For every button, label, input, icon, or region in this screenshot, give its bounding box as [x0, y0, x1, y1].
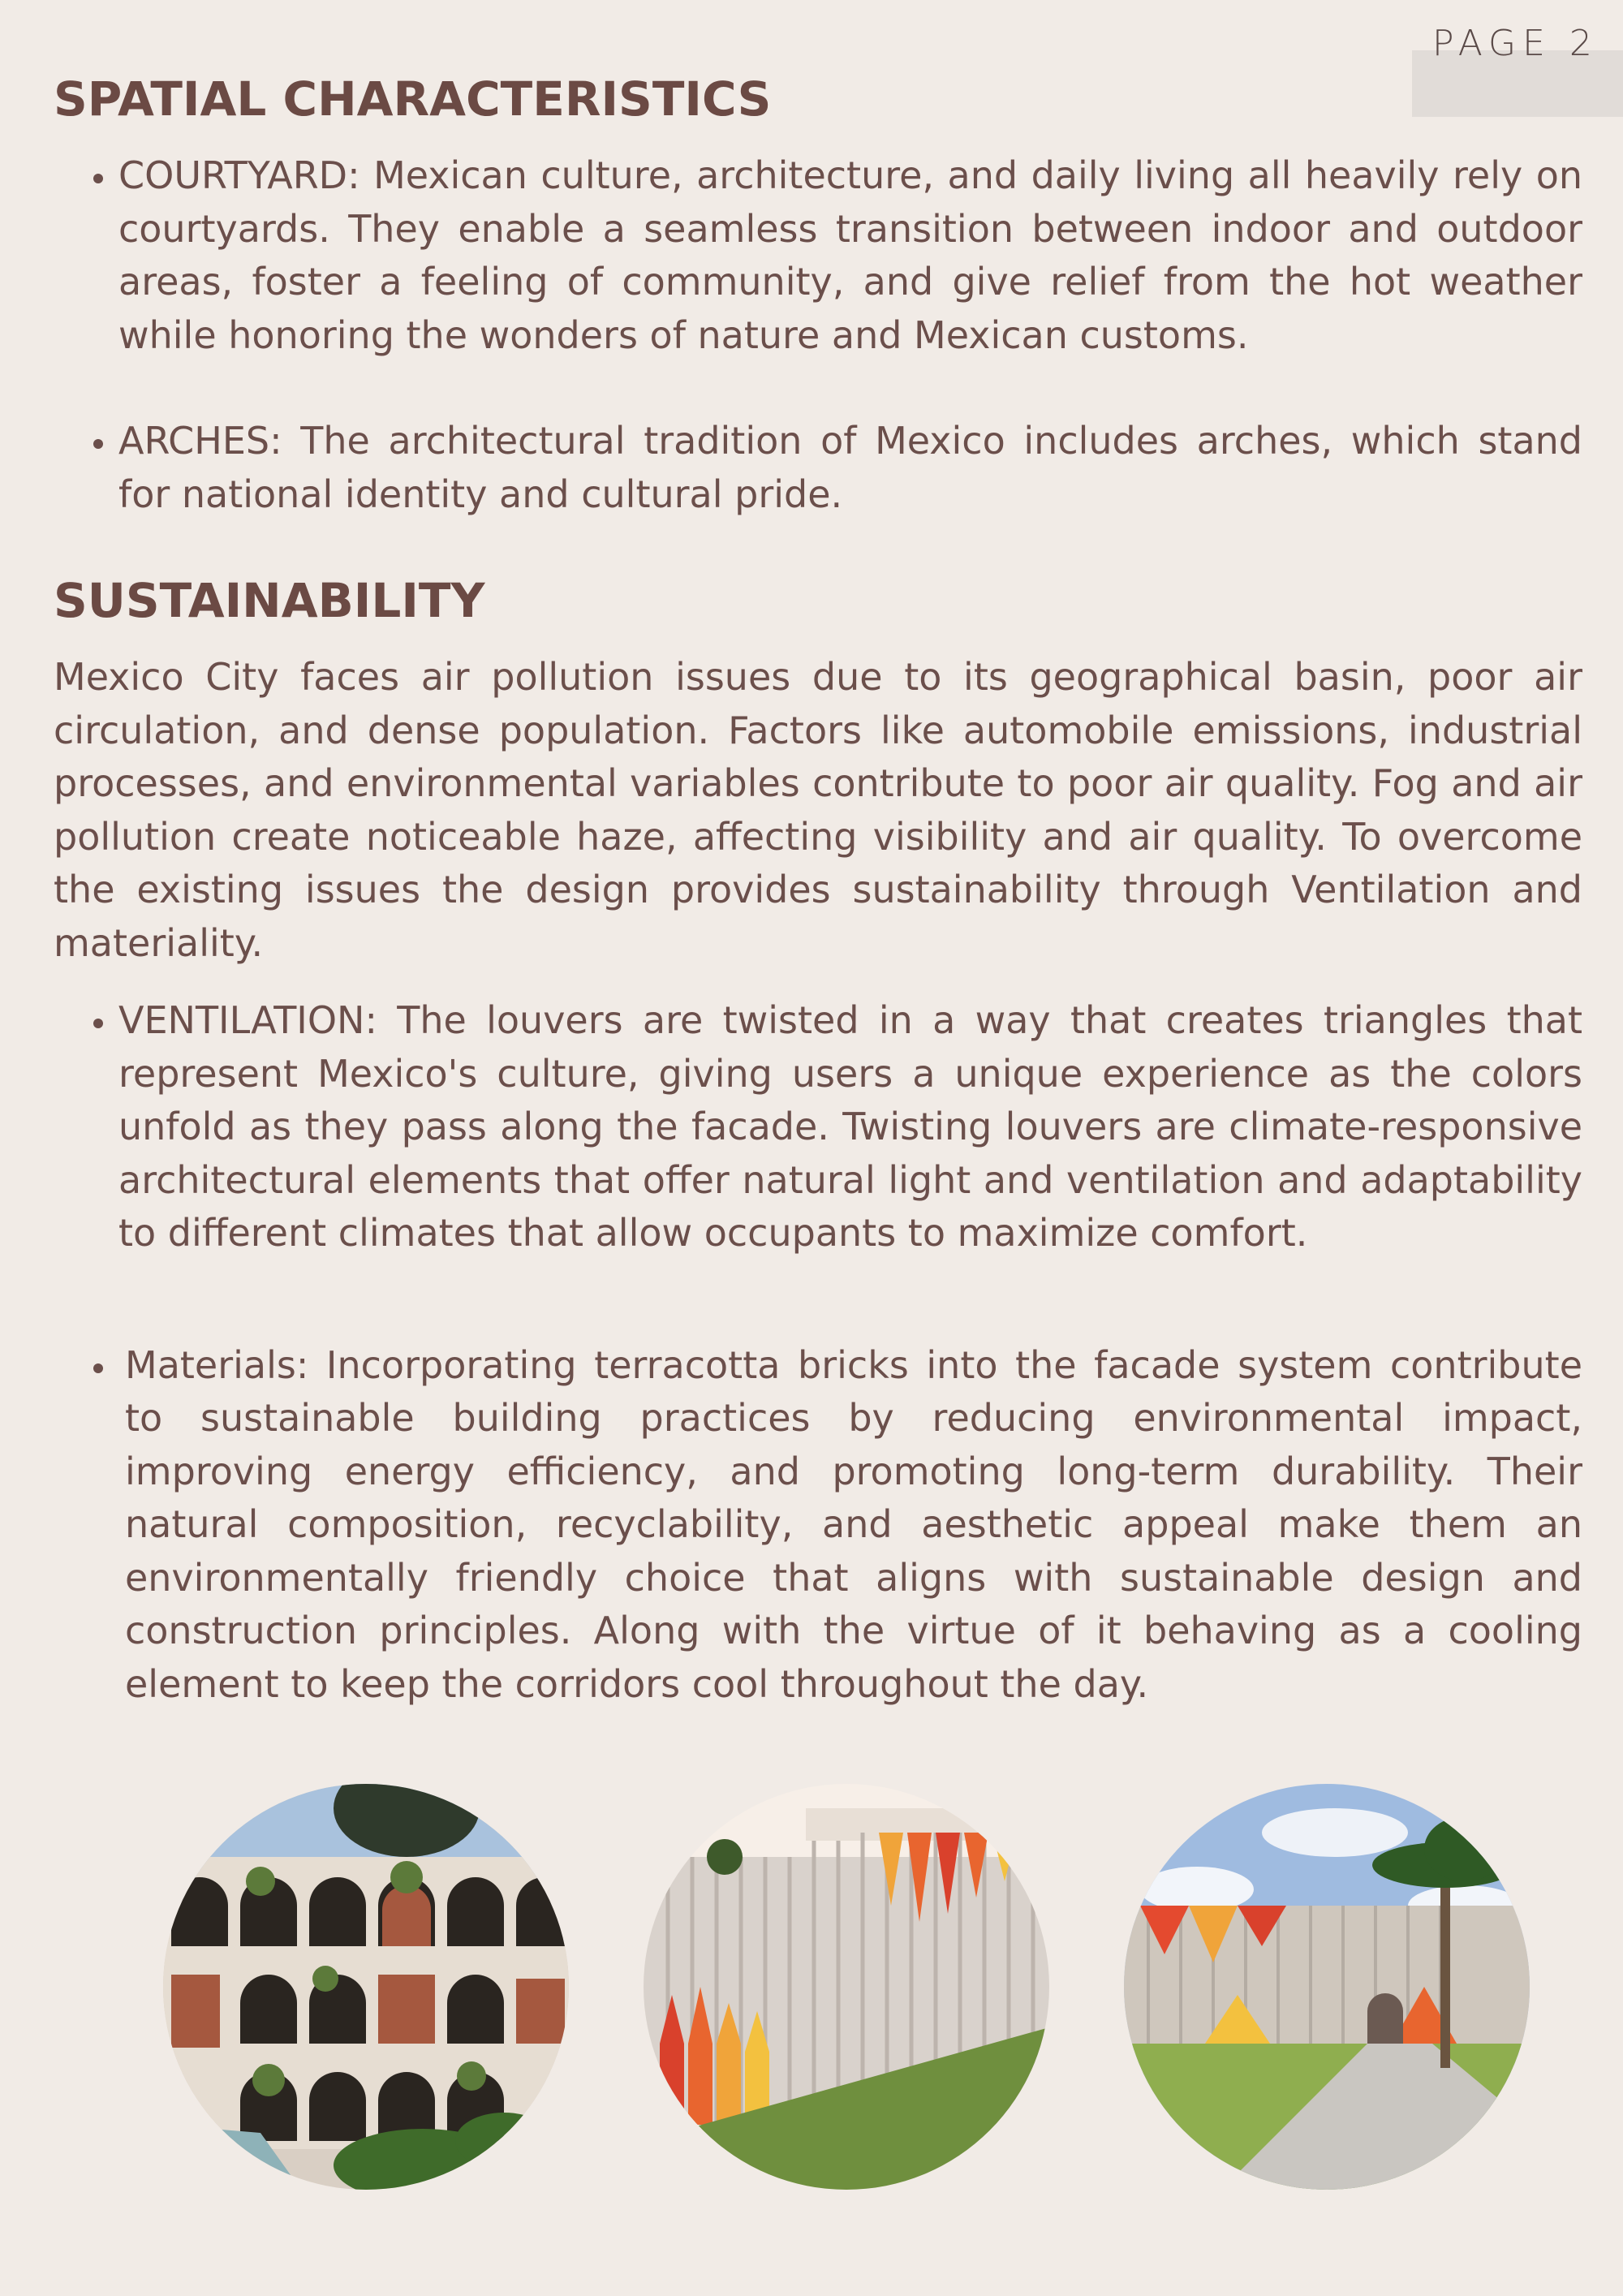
louver-facade-illustration — [644, 1784, 1049, 2190]
sustainability-list — [54, 994, 1582, 1711]
facade-landscape-image — [1124, 1784, 1530, 2190]
sustainability-intro: Mexico City faces air pollution issues due to its geographical basin, poor air circulation, and dense population. Factors like automobile emissions, industrial processes, and environmental variables contribute to poor air quality. Fog and air pollution create noticeable haze, affecting visibility and air quality. To overcome the existing issues the design provides sustainability through Ventilation and materiality. — [54, 655, 1582, 965]
document-content — [54, 67, 1582, 1711]
list-item-arches: • ARCHES: The architectural tradition of Mexico includes arches, which stand for national identity and cultural pride. — [118, 415, 1582, 521]
courtyard-arches-illustration — [163, 1784, 569, 2190]
facade-landscape-illustration — [1124, 1784, 1530, 2190]
courtyard-arches-image — [163, 1784, 569, 2190]
louver-facade-image — [644, 1784, 1049, 2190]
list-item-materials: • Materials: Incorporating terracotta bricks into the facade system contribute to sustainable building practices by reducing environmental impact, improving energy efficiency, and promoting long-term durability. Their natural composition, recyclability, and aesthetic appeal make them an environmentally friendly choice that aligns with sustainable design and construction principles. Along with the virtue of it behaving as a cooling element to keep the corridors cool throughout the day. — [118, 1339, 1582, 1712]
spatial-list — [54, 149, 1582, 521]
image-row — [0, 1784, 1623, 2190]
list-item-courtyard: • COURTYARD: Mexican culture, architecture, and daily living all heavily rely on courtyards. They enable a seamless transition between indoor and outdoor areas, foster a feeling of community, and give relief from the hot weather while honoring the wonders of nature and Mexican customs. — [118, 149, 1582, 362]
section-heading-sustainability: SUSTAINABILITY — [54, 573, 485, 628]
page-number: PAGE 2 — [1432, 23, 1599, 64]
list-item-ventilation: • VENTILATION: The louvers are twisted in a way that creates triangles that represent Mexico's culture, giving users a unique experience as the colors unfold as they pass along the facade. Twisting louvers are climate-responsive architectural elements that offer natural light and ventilation and adaptability to different climates that allow occupants to maximize comfort. — [118, 994, 1582, 1260]
section-heading-spatial: SPATIAL CHARACTERISTICS — [54, 71, 772, 127]
